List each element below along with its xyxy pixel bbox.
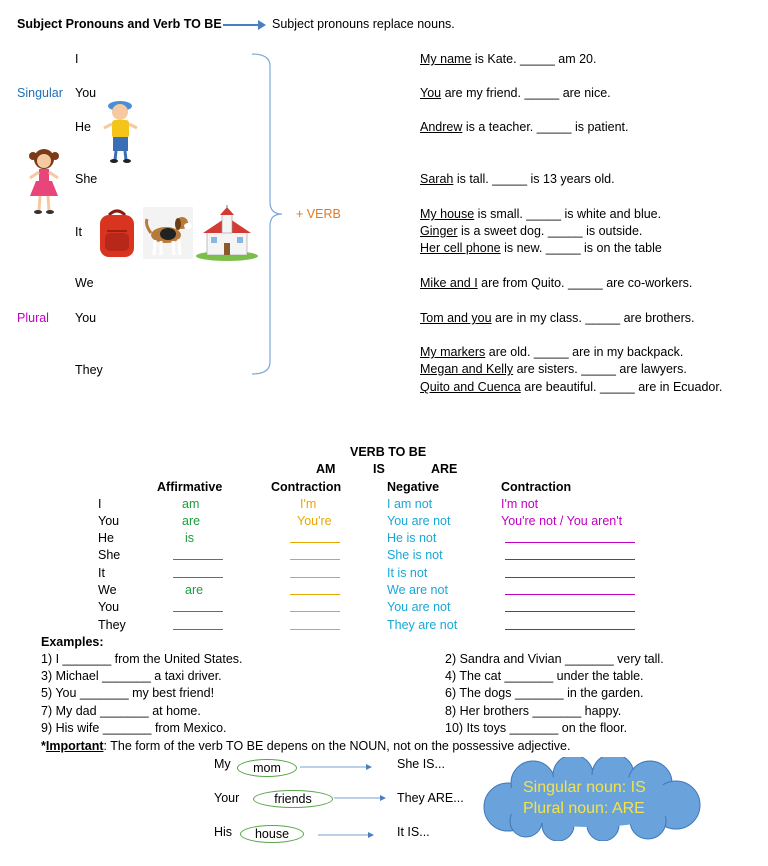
verb-table-title: VERB TO BE (350, 445, 427, 459)
cloud-line-plural: Plural noun: ARE (523, 800, 645, 817)
form-am: AM (316, 462, 336, 476)
neg-contraction-blank (505, 600, 635, 616)
noun-oval: friends (253, 790, 333, 808)
header-affirmative: Affirmative (157, 480, 223, 494)
important-note: *Important: The form of the verb TO BE depens on the NOUN, not on the possessive adjective. (41, 739, 571, 753)
table-row-pronoun: I (98, 497, 102, 511)
table-row-pronoun: It (98, 566, 105, 580)
possessive-adj: Your (214, 791, 240, 805)
sentence-12: Quito and Cuenca are beautiful. _____ are in Ecuador. (420, 380, 723, 394)
sentence-8: Mike and I are from Quito. _____ are co-workers. (420, 276, 693, 290)
affirmative-cell: am (182, 497, 200, 511)
affirmative-blank (173, 566, 223, 582)
affirmative-blank (173, 548, 223, 564)
boy-icon (103, 98, 139, 164)
contraction-blank (290, 600, 340, 616)
backpack-icon (95, 207, 139, 259)
contraction-blank (290, 531, 340, 547)
sentence-1: My name is Kate. _____ am 20. (420, 52, 597, 66)
neg-contraction-blank (505, 583, 635, 599)
form-are: ARE (431, 462, 458, 476)
example-item: 1) I _______ from the United States. (41, 652, 243, 666)
possessive-adj: My (214, 757, 231, 771)
girl-icon (27, 148, 61, 216)
pronoun-they: They (75, 363, 103, 377)
table-row-pronoun: We (98, 583, 117, 597)
sentence-9: Tom and you are in my class. _____ are brothers. (420, 311, 695, 325)
table-row-pronoun: You (98, 514, 120, 528)
header-note: Subject pronouns replace nouns. (272, 17, 455, 31)
negative-cell: You are not (387, 600, 451, 614)
pronoun-you-plural: You (75, 311, 97, 325)
possessive-result: It IS... (397, 825, 430, 839)
sentence-11: Megan and Kelly are sisters. _____ are lawyers. (420, 362, 687, 376)
examples-label: Examples: (41, 635, 104, 649)
noun-oval: house (240, 825, 304, 843)
arrow-right-icon (222, 19, 266, 31)
dog-icon (143, 207, 193, 259)
negative-cell: They are not (387, 618, 458, 632)
contraction-blank (290, 583, 340, 599)
pronoun-he: He (75, 120, 91, 134)
header-contraction: Contraction (271, 480, 342, 494)
plural-label: Plural (17, 311, 49, 325)
contraction-blank (290, 548, 340, 564)
sentence-7: Her cell phone is new. _____ is on the table (420, 241, 662, 255)
possessive-result: They ARE... (397, 791, 464, 805)
sentence-4: Sarah is tall. _____ is 13 years old. (420, 172, 615, 186)
neg-contraction-blank (505, 548, 635, 564)
cloud-line-singular: Singular noun: IS (523, 779, 646, 796)
form-is: IS (373, 462, 385, 476)
sentence-5: My house is small. _____ is white and blue. (420, 207, 662, 221)
example-item: 9) His wife _______ from Mexico. (41, 721, 227, 735)
example-item: 5) You _______ my best friend! (41, 686, 215, 700)
contraction-cell: You're (297, 514, 332, 528)
sentence-3: Andrew is a teacher. _____ is patient. (420, 120, 629, 134)
plus-verb-label: + VERB (296, 207, 341, 221)
neg-contraction-blank (505, 618, 635, 634)
bracket (248, 52, 294, 378)
header-neg-contraction: Contraction (501, 480, 572, 494)
singular-label: Singular (17, 86, 63, 100)
sentence-10: My markers are old. _____ are in my backpack. (420, 345, 684, 359)
example-item: 8) Her brothers _______ happy. (445, 704, 622, 718)
contraction-blank (290, 618, 340, 634)
neg-contraction-blank (505, 531, 635, 547)
table-row-pronoun: You (98, 600, 120, 614)
example-item: 4) The cat _______ under the table. (445, 669, 644, 683)
affirmative-blank (173, 618, 223, 634)
table-row-pronoun: He (98, 531, 114, 545)
arrow-right-icon (334, 793, 386, 803)
negative-cell: She is not (387, 548, 443, 562)
table-row-pronoun: She (98, 548, 121, 562)
pronoun-i: I (75, 52, 79, 66)
pronoun-you: You (75, 86, 97, 100)
affirmative-cell: are (182, 514, 201, 528)
contraction-cell: I'm (300, 497, 317, 511)
neg-contraction-blank (505, 566, 635, 582)
neg-contraction-cell: You're not / You aren't (501, 514, 623, 528)
page-title: Subject Pronouns and Verb TO BE (17, 17, 222, 31)
affirmative-blank (173, 600, 223, 616)
possessive-result: She IS... (397, 757, 445, 771)
table-row-pronoun: They (98, 618, 126, 632)
negative-cell: It is not (387, 566, 428, 580)
contraction-blank (290, 566, 340, 582)
negative-cell: You are not (387, 514, 451, 528)
neg-contraction-cell: I'm not (501, 497, 539, 511)
example-item: 10) Its toys _______ on the floor. (445, 721, 628, 735)
negative-cell: We are not (387, 583, 448, 597)
sentence-6: Ginger is a sweet dog. _____ is outside. (420, 224, 643, 238)
sentence-2: You are my friend. _____ are nice. (420, 86, 611, 100)
affirmative-cell: are (185, 583, 204, 597)
example-item: 7) My dad _______ at home. (41, 704, 201, 718)
example-item: 3) Michael _______ a taxi driver. (41, 669, 222, 683)
noun-oval: mom (237, 759, 297, 777)
pronoun-we: We (75, 276, 94, 290)
example-item: 2) Sandra and Vivian _______ very tall. (445, 652, 664, 666)
example-item: 6) The dogs _______ in the garden. (445, 686, 644, 700)
arrow-right-icon (300, 762, 372, 772)
possessive-adj: His (214, 825, 233, 839)
pronoun-it: It (75, 225, 82, 239)
negative-cell: I am not (387, 497, 433, 511)
header-negative: Negative (387, 480, 440, 494)
negative-cell: He is not (387, 531, 437, 545)
arrow-right-icon (318, 830, 374, 840)
affirmative-cell: is (185, 531, 195, 545)
pronoun-she: She (75, 172, 98, 186)
